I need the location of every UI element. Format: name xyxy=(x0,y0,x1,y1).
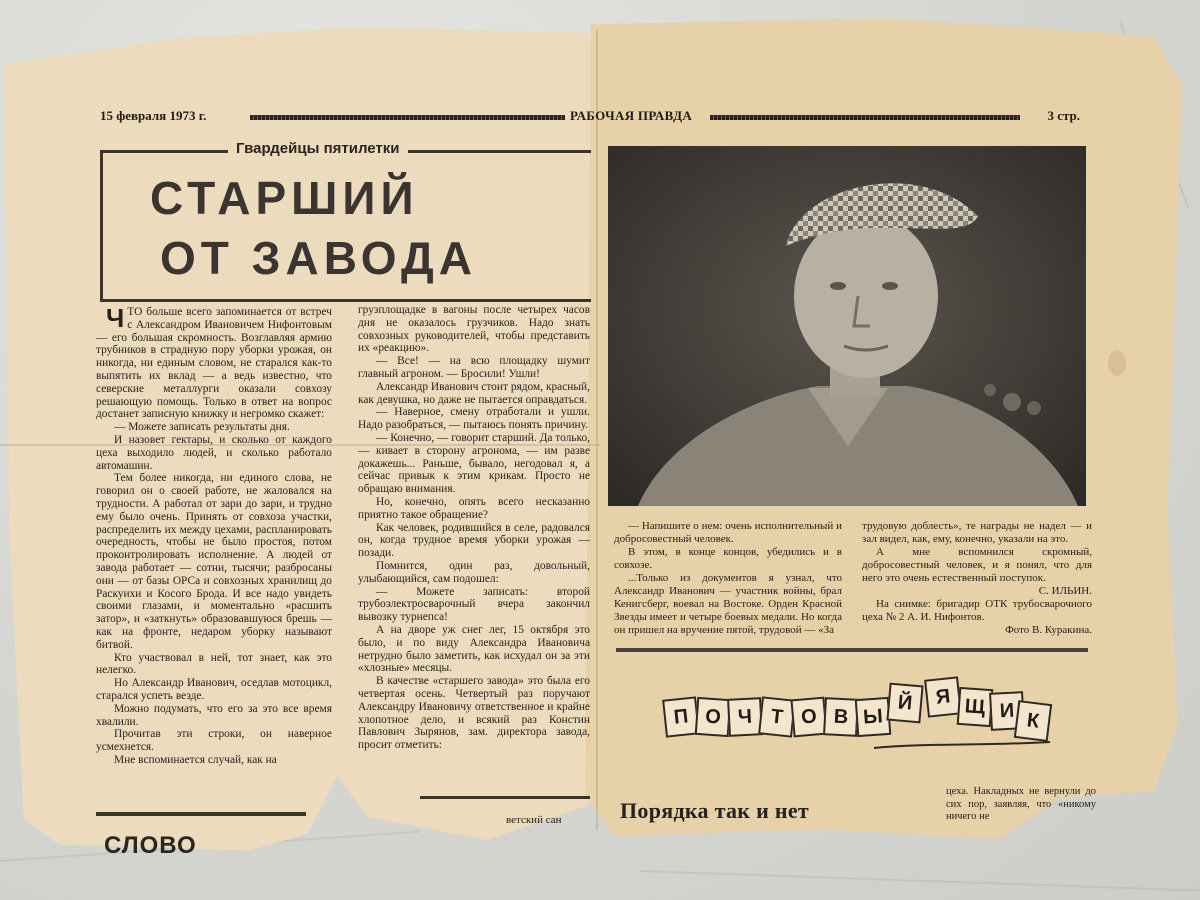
paragraph: Кто участвовал в ней, тот знает, как это нелегко. xyxy=(96,651,332,677)
issue-date: 15 февраля 1973 г. xyxy=(100,108,207,123)
paragraph: — Наверное, смену отработали и ушли. Надо разобраться, — пытаюсь понять причину. xyxy=(358,406,590,432)
author-signature: С. ИЛЬИН. xyxy=(1038,585,1092,597)
paragraph: — Можете записать результаты дня. xyxy=(114,421,290,434)
paragraph: грузплощадке в вагоны после четырех часов дня не оказалось грузчиков. Надо знать совхозных руководителей, чтобы представить их «реакцию». xyxy=(358,304,590,355)
column-rule xyxy=(420,796,590,799)
marble-vein xyxy=(640,870,1200,892)
drop-cap: Ч xyxy=(106,303,125,333)
article-headline xyxy=(150,168,570,288)
rubric-letter: Т xyxy=(758,696,796,737)
rubric-letter: Й xyxy=(886,683,923,724)
paragraph: А на дворе уж снег лег, 15 октября это было, и по виду Александра Ивановича нетрудно было заметить, как исхудал он за эти «хлозные» месяцы. xyxy=(358,623,590,675)
article-column-left xyxy=(96,303,332,767)
rubric-letter: В xyxy=(823,697,859,737)
next-article-headline: СЛОВО xyxy=(104,832,197,859)
article-column-middle xyxy=(358,304,590,752)
rubric-letter: Щ xyxy=(957,687,994,727)
paragraph: Как человек, родившийся в селе, радовался он, когда трудное время уборки урожая — позади. xyxy=(358,521,590,560)
page-number: 3 стр. xyxy=(1047,108,1080,123)
rubric-letter: О xyxy=(790,697,827,738)
paragraph: Мне вспоминается случай, как на xyxy=(114,753,277,766)
paragraph: И назовет гектары, и сколько от каждого цеха выходило людей, и сколько работало автомашин. xyxy=(96,433,332,472)
paragraph: Александр Иванович стоит рядом, красный, как девушка, но даже не пытается оправдаться. xyxy=(358,380,590,406)
paragraph: ...Только из документов я узнал, что Александр Иванович — участник войны, брал Кенигсберг, воевал на Востоке. Орден Красной Звезды имеет и четыре боевых медали. Но когда он пришел на вручение пятой, трудовой — «За xyxy=(614,572,842,636)
rubric-letter: И xyxy=(989,691,1025,731)
paragraph: Но Александр Иванович, оседлав мотоцикл, старался успеть везде. xyxy=(96,677,332,702)
rubric-letter: Ч xyxy=(727,697,763,737)
rubric-letter: Ы xyxy=(855,697,892,737)
portrait-photo xyxy=(608,146,1086,506)
paragraph: Прочитав эти строки, он наверное усмехнется. xyxy=(96,728,332,754)
column-rule xyxy=(96,812,306,816)
letter-headline: Порядка так и нет xyxy=(620,798,809,823)
paragraph: — Можете записать: второй трубоэлектросварочный вчера закончил вывозку турнепса! xyxy=(358,585,590,624)
paragraph: Помнится, один раз, довольный, улыбающийся, сам подошел: xyxy=(358,559,590,585)
newspaper-title: РАБОЧАЯ ПРАВДА xyxy=(570,108,693,123)
section-rule xyxy=(616,648,1088,652)
headline-line-1: СТАРШИЙ xyxy=(150,172,419,224)
header-rule xyxy=(250,115,565,120)
paper-fold xyxy=(596,30,598,830)
photo-caption: На снимке: бригадир ОТК трубосварочного цеха № 2 А. И. Нифонтов. xyxy=(862,598,1092,623)
paragraph: В качестве «старшего завода» это была его четвертая осень. Четвертый раз поручают Александру Ивановичу ответственное и крайне хлопотное дело, и всякий раз Констин Павлович Зырянов, зам. директора завода, просит отметить: xyxy=(358,675,590,752)
headline-line-2: ОТ ЗАВОДА xyxy=(160,232,477,284)
text-fragment: ветский сан xyxy=(506,814,562,826)
rubric-title: Гвардейцы пятилетки xyxy=(228,140,408,157)
newspaper-header xyxy=(100,108,1080,128)
paragraph: трудовую доблесть», те награды не надел — и зал видел, как, ему, конечно, указали на это. xyxy=(862,520,1092,545)
article-column-right-1 xyxy=(614,520,842,637)
paragraph: Но, конечно, опять всего несказанно приятно такое обращение? xyxy=(358,495,590,521)
paragraph: В этом, в конце концов, убедились и в совхозе. xyxy=(614,546,842,571)
rubric-letter: П xyxy=(662,696,700,737)
rubric-letter: Я xyxy=(924,676,962,717)
mailbox-rubric xyxy=(664,685,1054,758)
rubric-letter: О xyxy=(695,697,732,737)
paragraph: Можно подумать, что его за это все время хвалили. xyxy=(96,702,332,728)
paragraph: ЧТО больше всего запоминается от встреч с Александром Ивановичем Нифонтовым — его большая скромность. Возглавляя армию трубников в страдную пору уборки урожая, он никогда, ни единым словом, не старался как-то выпятить их вклад — а ведь известно, что северские металлурги оказали совхозу решающую помощь. Только в ответ на вопрос достанет записную книжку и негромко скажет: xyxy=(96,303,332,421)
article-column-right-2 xyxy=(862,520,1092,637)
paragraph: — Все! — на всю площадку шумит главный агроном. — Бросили! Ушли! xyxy=(358,355,590,380)
rubric-letter: К xyxy=(1014,700,1052,742)
mailbox-stroke xyxy=(664,688,1054,758)
paragraph: — Конечно, — говорит старший. Да только, — кивает в сторону агронома, — им разве докажешь... Раньше, бывало, негодовал я, а сейчас привык к этим крикам. Просто не обращаю внимания. xyxy=(358,431,590,496)
header-rule xyxy=(710,115,1020,120)
letter-column xyxy=(946,786,1096,824)
photo-credit: Фото В. Куракина. xyxy=(1005,624,1092,636)
portrait-illustration xyxy=(608,146,1086,506)
paragraph: — Напишите о нем: очень исполнительный и добросовестный человек. xyxy=(614,520,842,545)
paragraph: Тем более никогда, ни единого слова, не говорил он о своей работе, не жаловался на трудности. А работал от зари до зари, и трудно ему было очень. Принять от совхоза участки, распределить их между цехами, распланировать очередность, чтобы не было простоя, потом проконтролировать исполнение. А людей от завода работает — сотни, тысячи; разбросаны они — от базы ОРСа и совхозных хранилищ до Раскуихи и Косого Брода. И все надо увидеть своими глазами, и моментально «расшить затор», и «заткнуть» образовавшуюся брешь — как на фронте, недаром уборку называют битвой. xyxy=(96,472,332,651)
paper-stain xyxy=(1108,350,1126,376)
paragraph: цеха. Накладных не вернули до сих пор, заявляя, что «никому ничего не xyxy=(946,786,1096,822)
paragraph: А мне вспомнился скромный, добросовестный человек, и я понял, что для него это очень естественный поступок. xyxy=(862,546,1092,584)
